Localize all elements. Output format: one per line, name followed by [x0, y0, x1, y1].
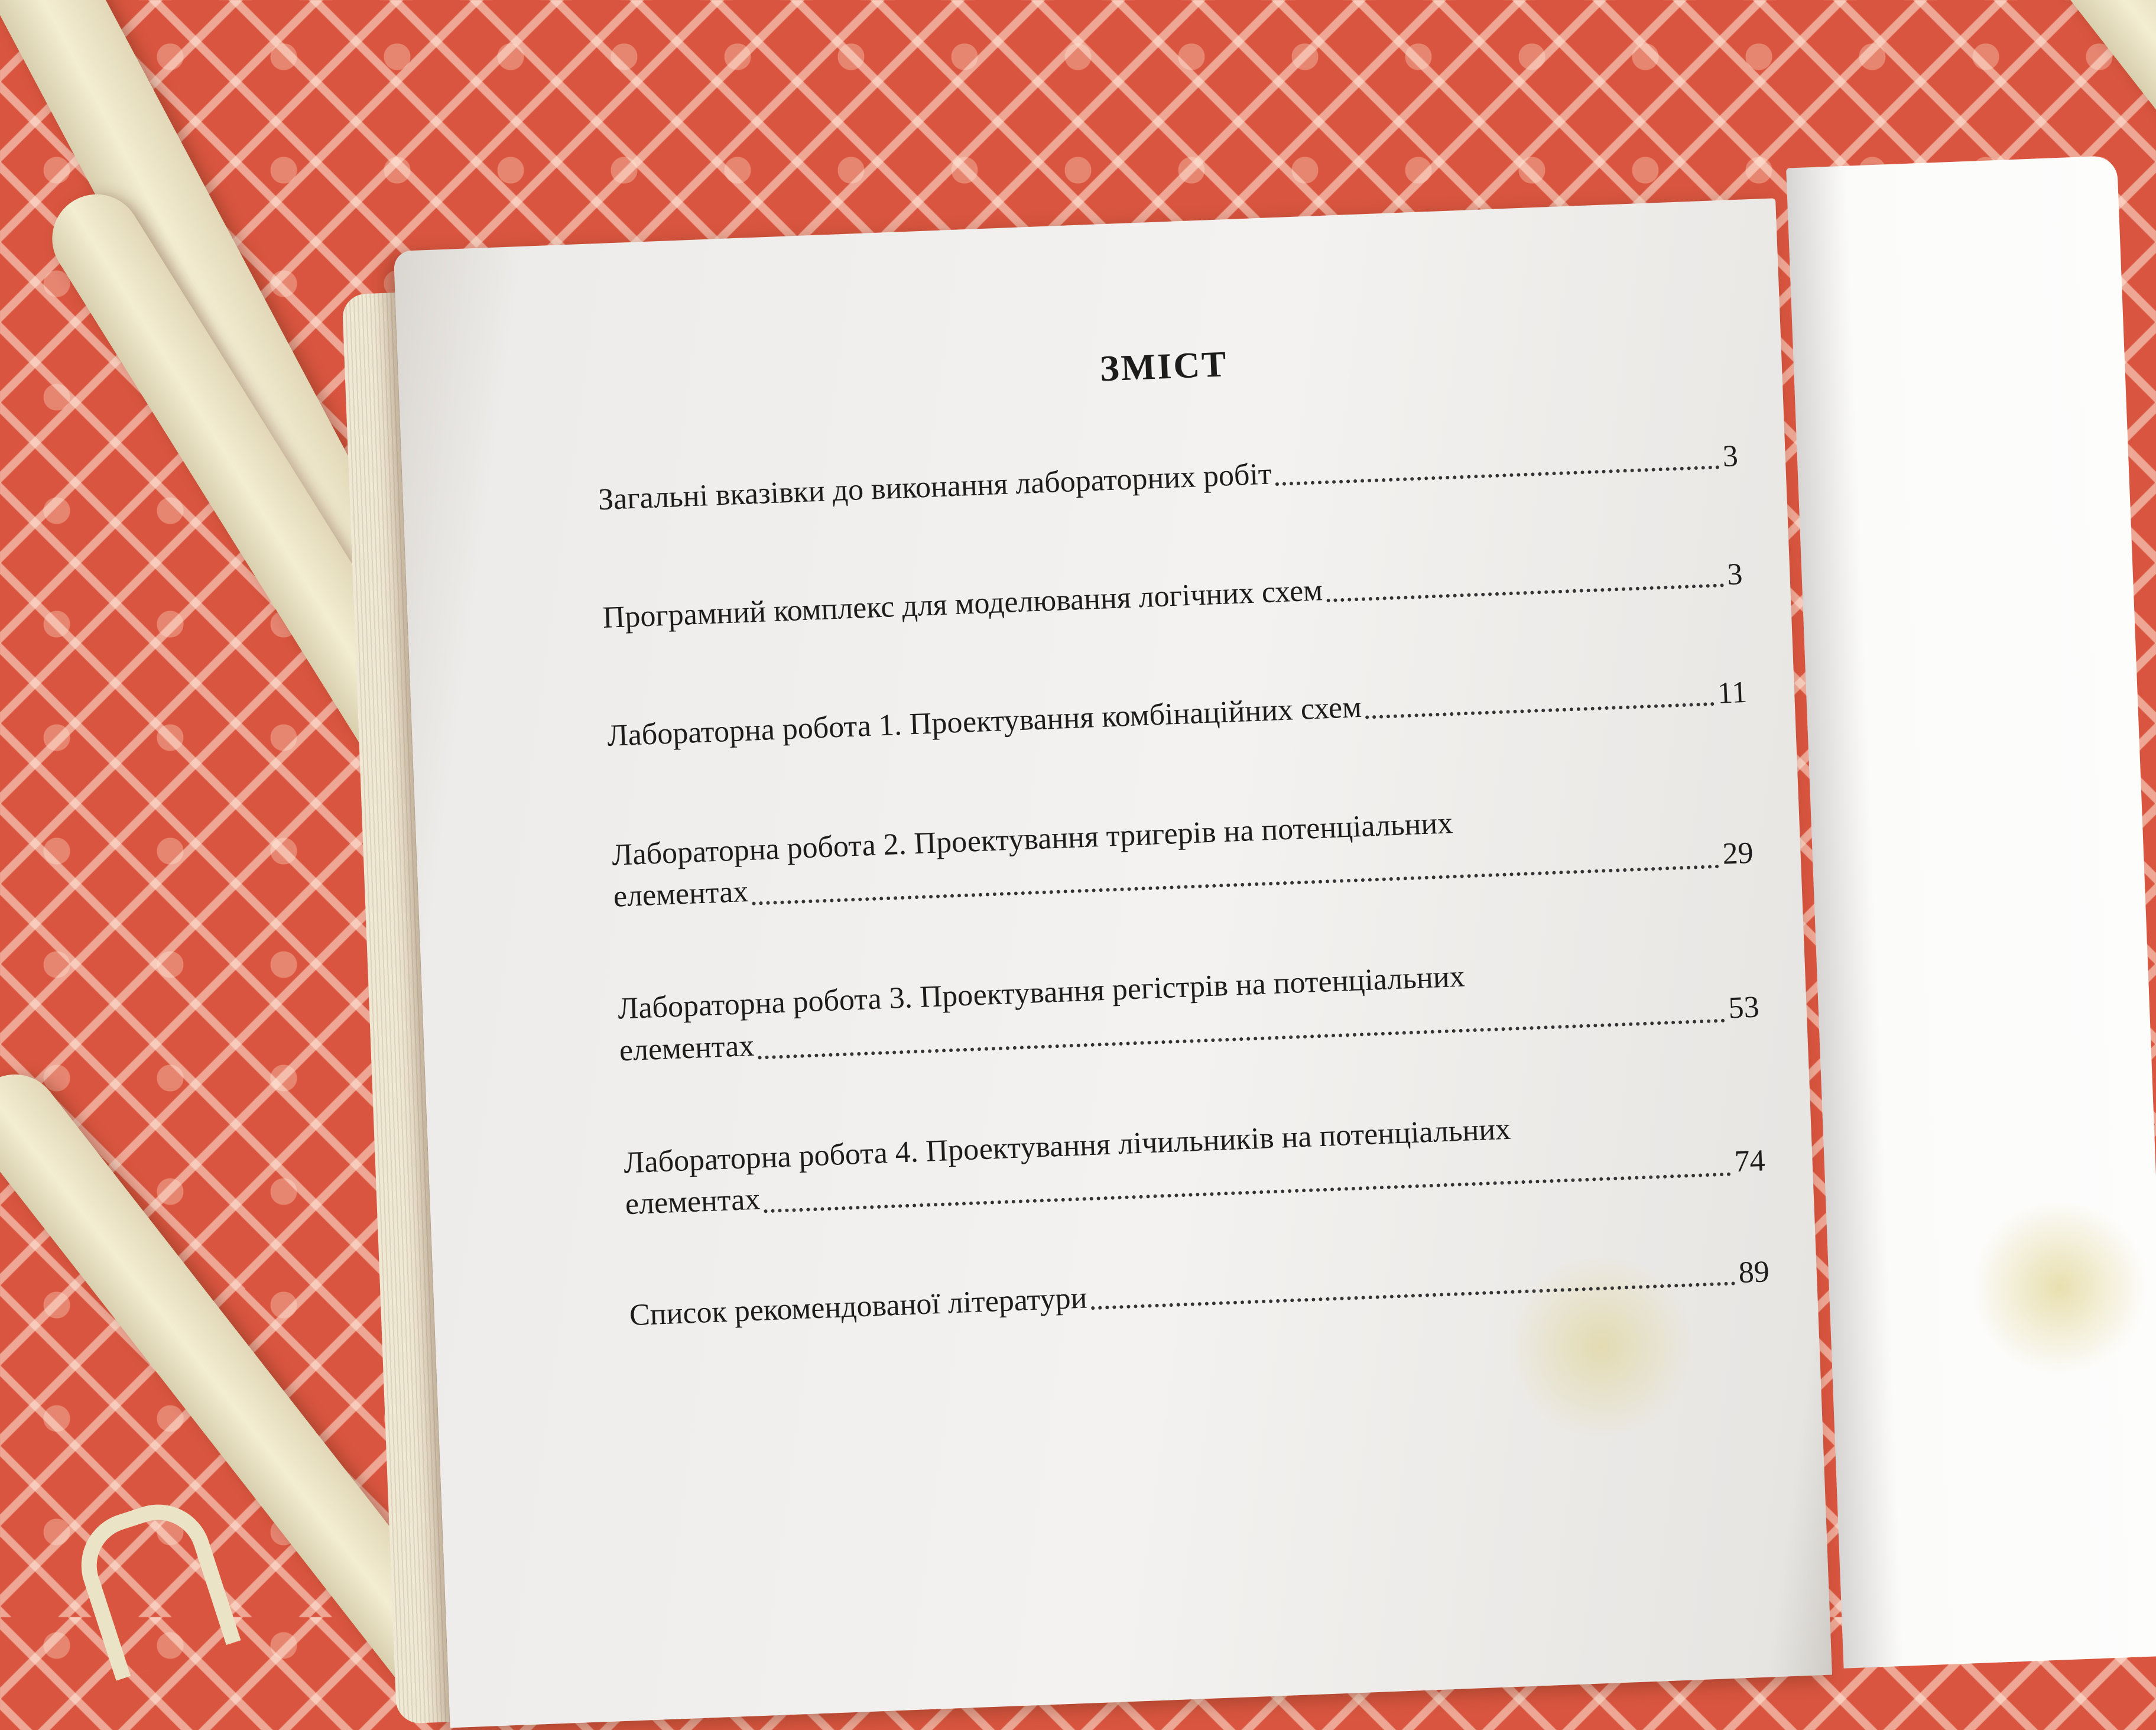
- dot-leader: [752, 865, 1720, 905]
- dot-leader: [1365, 702, 1714, 719]
- toc-entry-text-continued: елементах: [624, 1182, 761, 1222]
- toc-entry-text: Лабораторна робота 1. Проектування комбінаційних схем: [606, 690, 1362, 753]
- toc-entry: [606, 673, 1748, 755]
- toc-entry-page: 3: [1722, 439, 1739, 474]
- dot-leader: [1326, 583, 1724, 602]
- toc-entry-text: Список рекомендованої літератури: [629, 1281, 1088, 1333]
- toc-entry-page: 11: [1716, 675, 1748, 710]
- toc-entry-page: 3: [1726, 557, 1743, 592]
- toc-entry-text-continued: елементах: [612, 875, 749, 914]
- dot-leader: [1275, 465, 1720, 486]
- toc-entry-text: Лабораторна робота 3. Проектування регістрів на потенціальних: [617, 959, 1466, 1026]
- toc-title: ЗМІСТ: [1099, 344, 1229, 390]
- toc-entry: [598, 437, 1739, 519]
- plastic-hook: [67, 1491, 241, 1681]
- toc-entry-text: Програмний комплекс для моделювання логічних схем: [602, 573, 1324, 635]
- toc-entry-text: Лабораторна робота 2. Проектування тригерів на потенціальних: [611, 806, 1454, 872]
- dot-leader: [758, 1018, 1726, 1059]
- open-book: [355, 115, 2156, 1717]
- toc-entry-page: 74: [1733, 1144, 1766, 1179]
- toc-entry-text: Загальні вказівки до виконання лабораторних робіт: [598, 457, 1272, 517]
- right-page: [1786, 155, 2156, 1669]
- table-of-contents: [593, 324, 1774, 1414]
- toc-entry: [602, 555, 1743, 637]
- toc-entry: [623, 1099, 1766, 1225]
- toc-entry-page: 29: [1722, 836, 1754, 871]
- toc-entry: [629, 1252, 1770, 1335]
- toc-entry: [617, 945, 1760, 1072]
- dot-leader: [764, 1173, 1732, 1213]
- toc-entry-text-continued: елементах: [618, 1028, 755, 1068]
- toc-entry-text: Лабораторна робота 4. Проектування лічильників на потенціальних: [623, 1112, 1512, 1180]
- toc-entry-page: 53: [1728, 990, 1760, 1025]
- dot-leader: [1091, 1281, 1736, 1310]
- toc-entry-page: 89: [1738, 1255, 1770, 1290]
- toc-entry: [611, 791, 1754, 918]
